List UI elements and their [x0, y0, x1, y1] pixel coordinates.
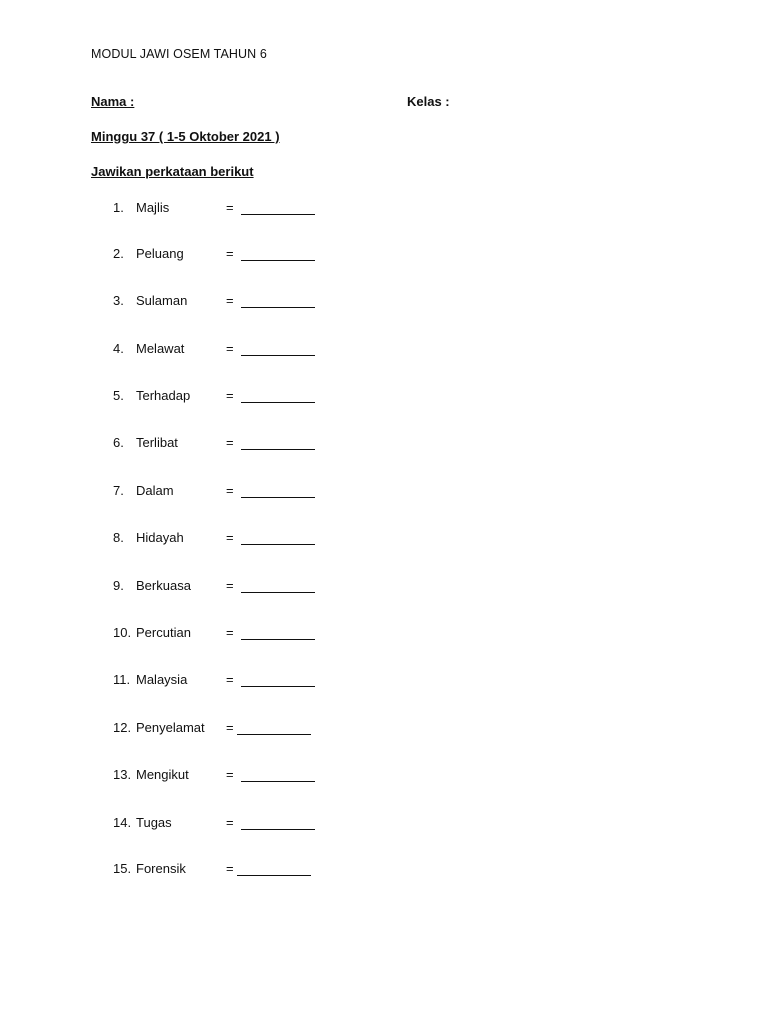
item-number: 1. — [113, 200, 124, 215]
equals-sign: = — [226, 435, 234, 450]
item-number: 7. — [113, 483, 124, 498]
list-item — [113, 483, 333, 503]
list-item — [113, 293, 333, 313]
list-item — [113, 720, 333, 740]
list-item — [113, 625, 333, 645]
list-item — [113, 767, 333, 787]
item-word: Mengikut — [136, 767, 189, 782]
name-field-label: Nama : — [91, 94, 135, 109]
equals-sign: = — [226, 388, 234, 403]
equals-sign: = — [226, 246, 234, 261]
item-word: Dalam — [136, 483, 174, 498]
item-word: Melawat — [136, 341, 185, 356]
item-word: Terlibat — [136, 435, 178, 450]
answer-blank[interactable] — [241, 497, 315, 498]
item-word: Tugas — [136, 815, 172, 830]
class-field-label: Kelas : — [407, 94, 450, 109]
item-word: Penyelamat — [136, 720, 205, 735]
item-number: 14. — [113, 815, 132, 830]
answer-blank[interactable] — [241, 214, 315, 215]
item-word: Terhadap — [136, 388, 191, 403]
item-number: 10. — [113, 625, 132, 640]
answer-blank[interactable] — [241, 781, 315, 782]
answer-blank[interactable] — [241, 686, 315, 687]
answer-blank[interactable] — [241, 829, 315, 830]
item-number: 5. — [113, 388, 124, 403]
item-number: 6. — [113, 435, 124, 450]
item-number: 11. — [113, 672, 131, 687]
equals-sign: = — [226, 720, 234, 735]
item-number: 13. — [113, 767, 132, 782]
item-number: 8. — [113, 530, 124, 545]
list-item — [113, 861, 333, 881]
document-title: MODUL JAWI OSEM TAHUN 6 — [91, 47, 267, 61]
equals-sign: = — [226, 200, 234, 215]
list-item — [113, 815, 333, 835]
equals-sign: = — [226, 672, 234, 687]
equals-sign: = — [226, 341, 234, 356]
answer-blank[interactable] — [241, 402, 315, 403]
item-word: Percutian — [136, 625, 191, 640]
list-item — [113, 388, 333, 408]
week-heading: Minggu 37 ( 1-5 Oktober 2021 ) — [91, 129, 280, 144]
answer-blank[interactable] — [241, 260, 315, 261]
item-number: 12. — [113, 720, 132, 735]
list-item — [113, 578, 333, 598]
item-word: Forensik — [136, 861, 186, 876]
answer-blank[interactable] — [241, 592, 315, 593]
equals-sign: = — [226, 861, 234, 876]
equals-sign: = — [226, 483, 234, 498]
list-item — [113, 246, 333, 266]
equals-sign: = — [226, 530, 234, 545]
item-word: Sulaman — [136, 293, 188, 308]
item-number: 9. — [113, 578, 124, 593]
item-word: Peluang — [136, 246, 184, 261]
list-item — [113, 530, 333, 550]
instruction-heading: Jawikan perkataan berikut — [91, 164, 254, 179]
equals-sign: = — [226, 293, 234, 308]
equals-sign: = — [226, 815, 234, 830]
answer-blank[interactable] — [241, 355, 315, 356]
list-item — [113, 200, 333, 220]
item-word: Hidayah — [136, 530, 184, 545]
answer-blank[interactable] — [241, 449, 315, 450]
item-word: Malaysia — [136, 672, 188, 687]
item-number: 4. — [113, 341, 124, 356]
item-number: 15. — [113, 861, 132, 876]
equals-sign: = — [226, 578, 234, 593]
answer-blank[interactable] — [241, 307, 315, 308]
answer-blank[interactable] — [237, 734, 311, 735]
item-word: Berkuasa — [136, 578, 191, 593]
item-number: 3. — [113, 293, 124, 308]
answer-blank[interactable] — [237, 875, 311, 876]
answer-blank[interactable] — [241, 544, 315, 545]
equals-sign: = — [226, 625, 234, 640]
answer-blank[interactable] — [241, 639, 315, 640]
list-item — [113, 341, 333, 361]
list-item — [113, 435, 333, 455]
item-word: Majlis — [136, 200, 170, 215]
list-item — [113, 672, 333, 692]
equals-sign: = — [226, 767, 234, 782]
item-number: 2. — [113, 246, 124, 261]
